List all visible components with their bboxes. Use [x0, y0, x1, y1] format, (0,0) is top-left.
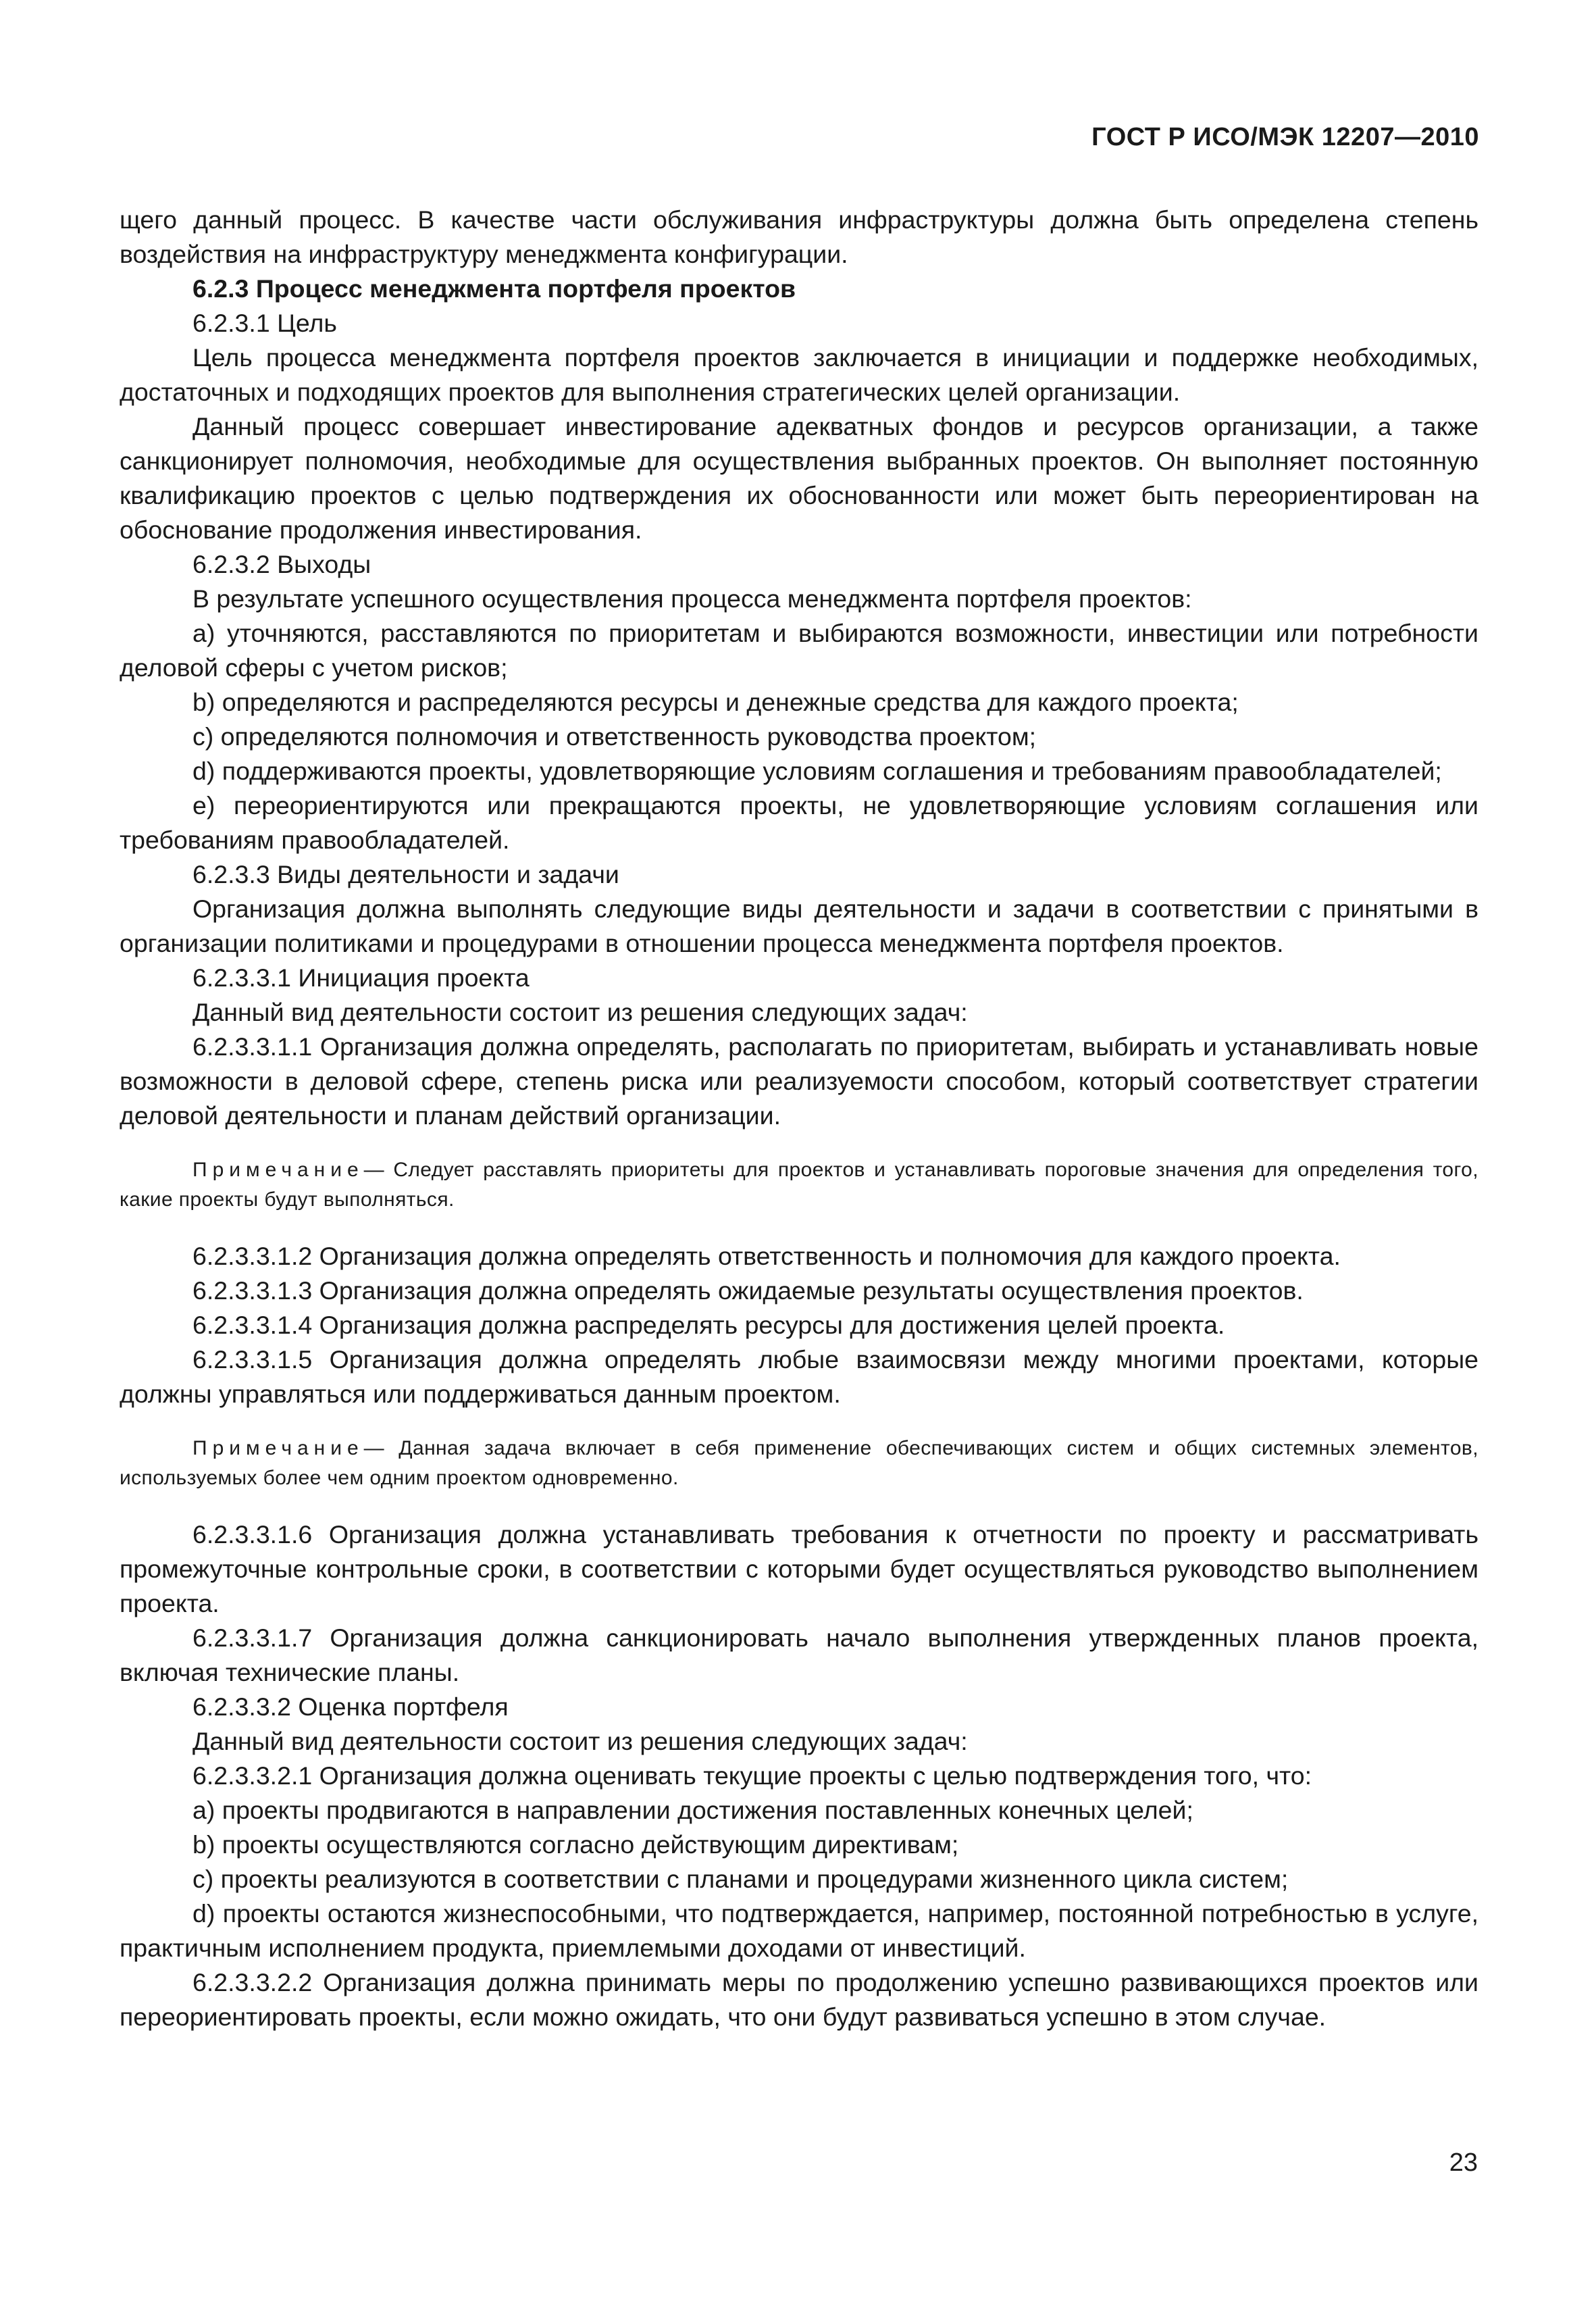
section-heading: 6.2.3 Процесс менеджмента портфеля проектов [192, 274, 796, 303]
paragraph: Данный вид деятельности состоит из решения следующих задач: [192, 998, 968, 1026]
paragraph: 6.2.3.3.2.2 Организация должна принимать меры по продолжению успешно развивающихся проектов или переориентировать проекты, если можно ожидать, что они будут развиваться успешно в этом случае. [120, 1968, 1478, 2031]
subsection-heading: 6.2.3.2 Выходы [192, 550, 371, 578]
list-item: d) поддерживаются проекты, удовлетворяющие условиям соглашения и требованиям правообладателей; [192, 757, 1442, 785]
paragraph: Данный вид деятельности состоит из решения следующих задач: [192, 1727, 968, 1755]
note [120, 1155, 1478, 1215]
paragraph: 6.2.3.3.2.1 Организация должна оценивать текущие проекты с целью подтверждения того, что: [192, 1761, 1312, 1790]
paragraph: 6.2.3.3.1.6 Организация должна устанавливать требования к отчетности по проекту и рассматривать промежуточные контрольные сроки, в соответствии с которыми будет осуществляться руководство выполнением проекта. [120, 1520, 1478, 1617]
list-item: c) проекты реализуются в соответствии с планами и процедурами жизненного цикла систем; [192, 1865, 1289, 1893]
paragraph: 6.2.3.3.1.1 Организация должна определять, располагать по приоритетам, выбирать и устанавливать новые возможности в деловой сфере, степень риска или реализуемости способом, который соответствует стратегии деловой деятельности и планам действий организации. [120, 1032, 1478, 1130]
paragraph: В результате успешного осуществления процесса менеджмента портфеля проектов: [192, 584, 1192, 613]
page-number: 23 [1449, 2148, 1478, 2177]
subsection-heading: 6.2.3.3.1 Инициация проекта [192, 963, 530, 992]
subsection-heading: 6.2.3.3.2 Оценка портфеля [192, 1692, 509, 1721]
subsection-heading: 6.2.3.3 Виды деятельности и задачи [192, 860, 619, 888]
list-item: d) проекты остаются жизнеспособными, что подтверждается, например, постоянной потребностью в услуге, практичным исполнением продукта, приемлемыми доходами от инвестиций. [120, 1899, 1478, 1962]
paragraph: Организация должна выполнять следующие виды деятельности и задачи в соответствии с принятыми в организации политиками и процедурами в отношении процесса менеджмента портфеля проектов. [120, 895, 1478, 957]
paragraph: 6.2.3.3.1.5 Организация должна определять любые взаимосвязи между многими проектами, которые должны управляться или поддерживаться данным проектом. [120, 1345, 1478, 1408]
list-item: c) определяются полномочия и ответственность руководства проектом; [192, 722, 1037, 751]
list-item: e) переориентируются или прекращаются проекты, не удовлетворяющие условиям соглашения или требованиям правообладателей. [120, 791, 1478, 854]
note [120, 1434, 1478, 1493]
paragraph: 6.2.3.3.1.4 Организация должна распределять ресурсы для достижения целей проекта. [192, 1311, 1225, 1339]
list-item: а) уточняются, расставляются по приоритетам и выбираются возможности, инвестиции или потребности деловой сферы с учетом рисков; [120, 619, 1478, 682]
note-label: Примечание [192, 1159, 364, 1181]
paragraph: Цель процесса менеджмента портфеля проектов заключается в инициации и поддержке необходимых, достаточных и подходящих проектов для выполнения стратегических целей организации. [120, 343, 1478, 406]
standard-header: ГОСТ Р ИСО/МЭК 12207—2010 [1091, 123, 1479, 151]
paragraph: 6.2.3.3.1.3 Организация должна определять ожидаемые результаты осуществления проектов. [192, 1276, 1304, 1305]
document-body [120, 203, 1478, 2034]
note-label: Примечание [192, 1437, 364, 1459]
paragraph: 6.2.3.3.1.7 Организация должна санкционировать начало выполнения утвержденных планов проекта, включая технические планы. [120, 1624, 1478, 1686]
note-text: — Следует расставлять приоритеты для проектов и устанавливать пороговые значения для определения того, какие проекты будут выполняться. [120, 1159, 1478, 1211]
paragraph: 6.2.3.3.1.2 Организация должна определять ответственность и полномочия для каждого проекта. [192, 1242, 1341, 1270]
list-item: b) проекты осуществляются согласно действующим директивам; [192, 1830, 959, 1859]
list-item: а) проекты продвигаются в направлении достижения поставленных конечных целей; [192, 1796, 1193, 1824]
subsection-heading: 6.2.3.1 Цель [192, 309, 337, 337]
list-item: b) определяются и распределяются ресурсы и денежные средства для каждого проекта; [192, 688, 1239, 716]
paragraph: щего данный процесс. В качестве части обслуживания инфраструктуры должна быть определена степень воздействия на инфраструктуру менеджмента конфигурации. [120, 205, 1478, 268]
paragraph: Данный процесс совершает инвестирование адекватных фондов и ресурсов организации, а также санкционирует полномочия, необходимые для осуществления выбранных проектов. Он выполняет постоянную квалификацию проектов с целью подтверждения их обоснованности или может быть переориентирован на обоснование продолжения инвестирования. [120, 412, 1478, 544]
note-text: — Данная задача включает в себя применение обеспечивающих систем и общих системных элементов, используемых более чем одним проектом одновременно. [120, 1437, 1478, 1489]
